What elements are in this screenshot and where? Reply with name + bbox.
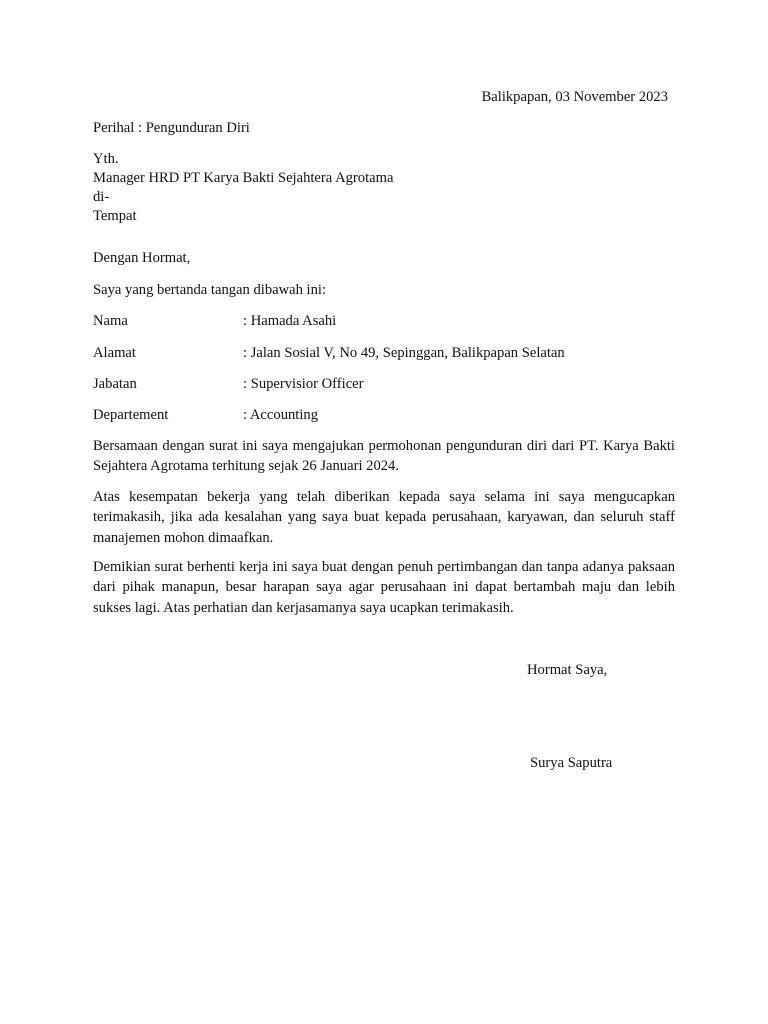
intro-line: Saya yang bertanda tangan dibawah ini: (93, 282, 327, 298)
field-value-jabatan: : Supervisior Officer (243, 376, 364, 392)
recipient-block (93, 150, 393, 226)
greeting: Dengan Hormat, (93, 250, 191, 266)
field-row-jabatan (93, 374, 364, 394)
field-value-nama: : Hamada Asahi (243, 313, 337, 329)
field-value-alamat: : Jalan Sosial V, No 49, Sepinggan, Balikpapan Selatan (243, 345, 565, 361)
body-paragraph-closing: Demikian surat berhenti kerja ini saya buat dengan penuh pertimbangan dan tanpa adanya paksaan dari pihak manapun, besar harapan saya agar perusahaan ini dapat bertambah maju dan lebih sukses lagi. Atas perhatian dan kerjasamanya saya ucapkan terimakasih. (93, 559, 675, 616)
subject-line: Perihal : Pengunduran Diri (93, 120, 250, 136)
body-paragraph-thanks: Atas kesempatan bekerja yang telah diberikan kepada saya selama ini saya mengucapkan terimakasih, jika ada kesalahan yang saya buat kepada perusahaan, karyawan, dan seluruh staff manajemen mohon dimaafkan. (93, 489, 675, 546)
recipient-salutation: Yth. (93, 151, 119, 167)
recipient-place: Tempat (93, 208, 137, 224)
field-label-jabatan: Jabatan (93, 376, 137, 392)
signer-name: Surya Saputra (530, 755, 613, 771)
field-row-alamat (93, 343, 565, 363)
field-label-alamat: Alamat (93, 345, 136, 361)
recipient-di: di- (93, 189, 110, 205)
closing-salutation: Hormat Saya, (527, 662, 608, 678)
field-value-departemen: : Accounting (243, 407, 318, 423)
place-date: Balikpapan, 03 November 2023 (481, 89, 668, 105)
recipient-name: Manager HRD PT Karya Bakti Sejahtera Agrotama (93, 170, 394, 186)
field-label-nama: Nama (93, 313, 128, 329)
body-paragraph-resignation: Bersamaan dengan surat ini saya mengajukan permohonan pengunduran diri dari PT. Karya Bakti Sejahtera Agrotama terhitung sejak 26 Januari 2024. (93, 438, 675, 475)
field-row-nama (93, 311, 336, 331)
field-label-departemen: Departement (93, 407, 169, 423)
field-row-departemen (93, 405, 318, 425)
